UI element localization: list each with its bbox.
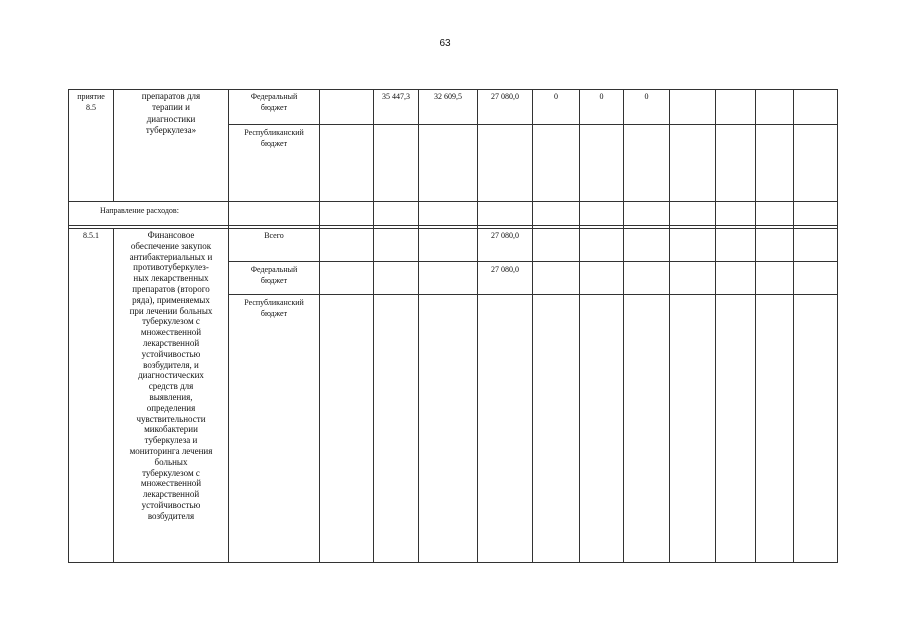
page-number: 63	[439, 38, 451, 49]
column-separator	[418, 89, 419, 563]
value-cell: 35 447,3	[382, 92, 410, 101]
row-separator	[68, 201, 838, 202]
measure-name: препаратов для терапии и диагностики туберкулеза»	[141, 91, 201, 135]
value-cell: 27 080,0	[491, 92, 519, 101]
table-border-top	[68, 89, 838, 90]
row-separator	[68, 228, 838, 229]
table-border-bottom	[68, 562, 838, 563]
column-separator	[623, 89, 624, 563]
column-separator	[373, 89, 374, 563]
column-separator	[715, 89, 716, 563]
value-cell: 32 609,5	[434, 92, 462, 101]
column-separator	[579, 89, 580, 563]
value-cell: 0	[599, 92, 604, 101]
value-cell: 27 080,0	[491, 231, 519, 240]
column-separator	[532, 89, 533, 563]
table-border-left	[68, 89, 69, 563]
table-border-right	[837, 89, 838, 563]
measure-code: 8.5.1	[83, 231, 99, 240]
funding-source-total: Всего	[264, 231, 284, 240]
funding-source-federal: Федеральный бюджет	[250, 92, 298, 112]
column-separator	[793, 89, 794, 563]
column-separator	[228, 89, 229, 563]
funding-source-republican: Республиканский бюджет	[244, 128, 304, 148]
column-separator	[477, 89, 478, 563]
section-heading: Направление расходов:	[100, 206, 179, 215]
measure-name: Финансовое обеспечение закупок антибактериальных и противотуберкулез- ных лекарственных препаратов (второго ряда), применяемых при лечении больных туберкулезом с множественной лекарственной устойчивостью возбудителя, и диагностических средств для выявления, определения чувствительности микобактерии туберкулеза и мониторинга лечения больных туберкулезом с множественной лекарственной устойчивостью возбудителя	[129, 230, 213, 521]
value-cell: 0	[554, 92, 558, 101]
value-cell: 0	[644, 92, 649, 101]
funding-source-federal: Федеральный бюджет	[250, 265, 298, 285]
column-separator	[755, 89, 756, 563]
value-cell: 27 080,0	[491, 265, 519, 274]
column-separator	[319, 89, 320, 563]
measure-code: приятие 8.5	[77, 92, 105, 112]
column-separator	[669, 89, 670, 563]
funding-source-republican: Республиканский бюджет	[244, 298, 304, 318]
row-separator	[68, 225, 838, 226]
